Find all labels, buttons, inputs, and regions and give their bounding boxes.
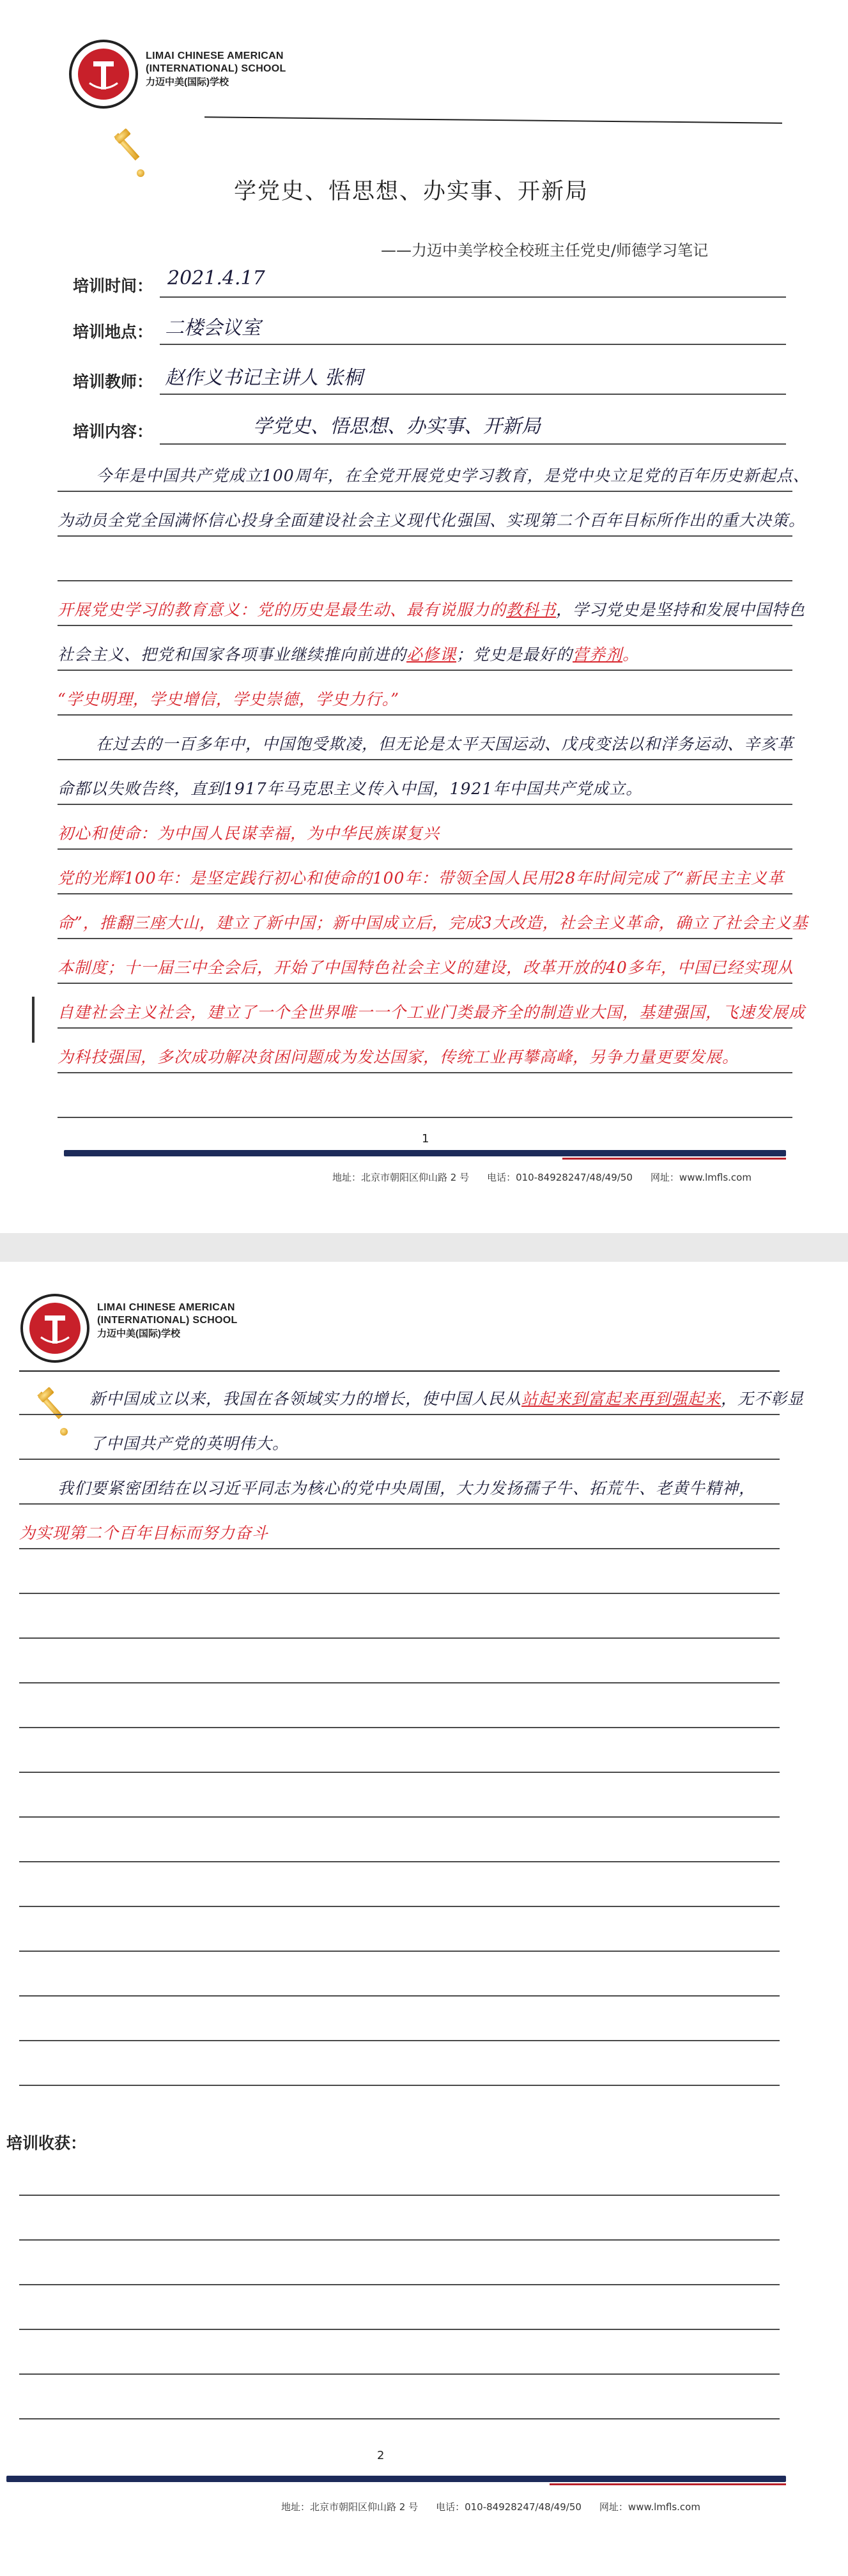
notes-rule	[19, 1772, 780, 1773]
note-quote: “学史明理，学史增信，学史崇德，学史力行。”	[58, 690, 400, 709]
gain-rule	[19, 2239, 780, 2241]
training-time-value: 2021.4.17	[167, 267, 265, 289]
note-goal: 为实现第二个百年目标而努力奋斗	[19, 1524, 269, 1542]
school-name-en-1: LIMAI CHINESE AMERICAN	[146, 50, 284, 61]
note-text: 新中国成立以来，我国在各领域实力的增长，使中国人民从	[89, 1390, 522, 1408]
note-paragraph-highlight	[58, 588, 810, 677]
note-paragraph: 在过去的一百多年中，中国饱受欺凌，但无论是太平天国运动、戊戌变法以和洋务运动、辛亥革命都以失败告终，直到1917年马克思主义传入中国，1921年中国共产党成立。	[58, 735, 794, 798]
note-paragraph	[89, 1377, 810, 1466]
party-emblem-icon	[96, 125, 157, 186]
field-rule	[160, 394, 786, 395]
note-mission: 初心和使命：为中国人民谋幸福，为中华民族谋复兴	[58, 824, 440, 843]
gain-rule	[19, 2195, 780, 2196]
footer-contact	[281, 2500, 718, 2513]
notes-rule	[58, 580, 792, 581]
note-paragraph-history: 党的光辉100年：是坚定践行初心和使命的100年：带领全国人民用28年时间完成了“新民主主义革命”，推翻三座大山，建立了新中国；新中国成立后，完成3大改造，社会主义革命，确立了社会主义基本制度；十一届三中全会后，开始了中国特色社会主义的建设，改革开放的40多年，中国已经实现从自建社会主义社会，建立了一个全世界唯一一个工业门类最齐全的制造业大国，基建强国，飞速发展成为科技强国，多次成功解决贫困问题成为发达国家，传统工业再攀高峰，另争力量更要发展。	[58, 869, 808, 1066]
footer-phone: 电话：010-84928247/48/49/50	[487, 1172, 633, 1183]
notes-rule	[19, 1637, 780, 1639]
page-subtitle: ——力迈中美学校全校班主任党史/师德学习笔记	[381, 241, 709, 259]
footer-bar	[6, 2476, 786, 2482]
notes-rule	[19, 1951, 780, 1952]
note-keyword: 必修课	[406, 645, 457, 664]
footer-website: 网址：www.lmfls.com	[599, 2501, 700, 2513]
notes-rule	[19, 2085, 780, 2086]
gain-rule	[19, 2418, 780, 2419]
page-gap	[0, 1233, 848, 1262]
footer-accent	[562, 1158, 786, 1160]
footer-website: 网址：www.lmfls.com	[650, 1172, 752, 1183]
notes-rule	[19, 1995, 780, 1997]
notes-rule	[19, 1816, 780, 1818]
notes-page-1	[0, 0, 848, 1233]
training-gain-label: 培训收获：	[6, 2134, 87, 2152]
notes-rule	[19, 1727, 780, 1728]
note-keyword: 站起来到富起来再到强起来	[521, 1390, 721, 1408]
page-number: 1	[422, 1132, 429, 1146]
training-time-label: 培训时间：	[73, 277, 153, 295]
gain-rule	[19, 2373, 780, 2375]
school-name	[97, 1301, 238, 1341]
field-rule	[160, 344, 786, 345]
notes-rule	[19, 1906, 780, 1907]
note-text: 开展党史学习的教育意义：党的历史是最生动、最有说服力的	[58, 601, 507, 619]
note-keyword: 教科书	[506, 601, 557, 619]
notes-rule	[19, 1682, 780, 1683]
footer-accent	[550, 2483, 786, 2485]
note-paragraph: 今年是中国共产党成立100周年，在全党开展党史学习教育，是党中央立足党的百年历史新起点、为动员全党全国满怀信心投身全面建设社会主义现代化强国、实现第二个百年目标所作出的重大决策。	[58, 466, 810, 530]
note-paragraph: 我们要紧密团结在以习近平同志为核心的党中央周围，大力发扬孺子牛、拓荒牛、老黄牛精神，	[58, 1479, 756, 1498]
notes-rule	[58, 1117, 792, 1118]
training-content-value: 学党史、悟思想、办实事、开新局	[253, 415, 541, 438]
page-title: 学党史、悟思想、办实事、开新局	[234, 179, 589, 204]
footer-address: 地址：北京市朝阳区仰山路 2 号	[332, 1172, 470, 1183]
school-logo	[68, 38, 139, 110]
school-name-en-2: (INTERNATIONAL) SCHOOL	[97, 1315, 238, 1326]
school-name	[146, 50, 286, 89]
training-teacher-value: 赵作义书记主讲人 张桐	[165, 367, 363, 389]
note-keyword: 营养剂	[573, 645, 623, 664]
training-content-label: 培训内容：	[73, 422, 153, 441]
notes-rule	[19, 1593, 780, 1594]
training-teacher-label: 培训教师：	[73, 372, 153, 391]
header-divider	[204, 116, 782, 123]
gain-rule	[19, 2284, 780, 2285]
footer-bar	[64, 1150, 786, 1156]
note-text: 。	[622, 645, 640, 664]
gain-rule	[19, 2329, 780, 2330]
note-text: ；党史是最好的	[456, 645, 573, 664]
training-place-label: 培训地点：	[73, 323, 153, 341]
note-text: ，无不彰显了中国共产党的英明伟大。	[89, 1390, 805, 1453]
school-logo	[19, 1292, 91, 1364]
notes-rule	[19, 2040, 780, 2041]
notes-page-2	[0, 1262, 848, 2576]
header-divider	[19, 1370, 780, 1372]
school-name-zh: 力迈中美(国际)学校	[146, 77, 229, 88]
footer-phone: 电话：010-84928247/48/49/50	[436, 2501, 582, 2513]
notes-rule	[19, 1861, 780, 1862]
field-rule	[160, 443, 786, 445]
school-name-en-1: LIMAI CHINESE AMERICAN	[97, 1302, 235, 1313]
page-number: 2	[377, 2449, 385, 2462]
note-text: ，学习党史是坚持和发展中国特色社会主义、把党和国家各项事业继续推向前进的	[58, 601, 806, 664]
footer-contact	[332, 1170, 769, 1184]
footer-address: 地址：北京市朝阳区仰山路 2 号	[281, 2501, 419, 2513]
margin-mark	[32, 997, 35, 1043]
field-rule	[160, 296, 786, 298]
school-name-en-2: (INTERNATIONAL) SCHOOL	[146, 63, 286, 74]
training-place-value: 二楼会议室	[165, 317, 261, 339]
school-name-zh: 力迈中美(国际)学校	[97, 1328, 180, 1339]
